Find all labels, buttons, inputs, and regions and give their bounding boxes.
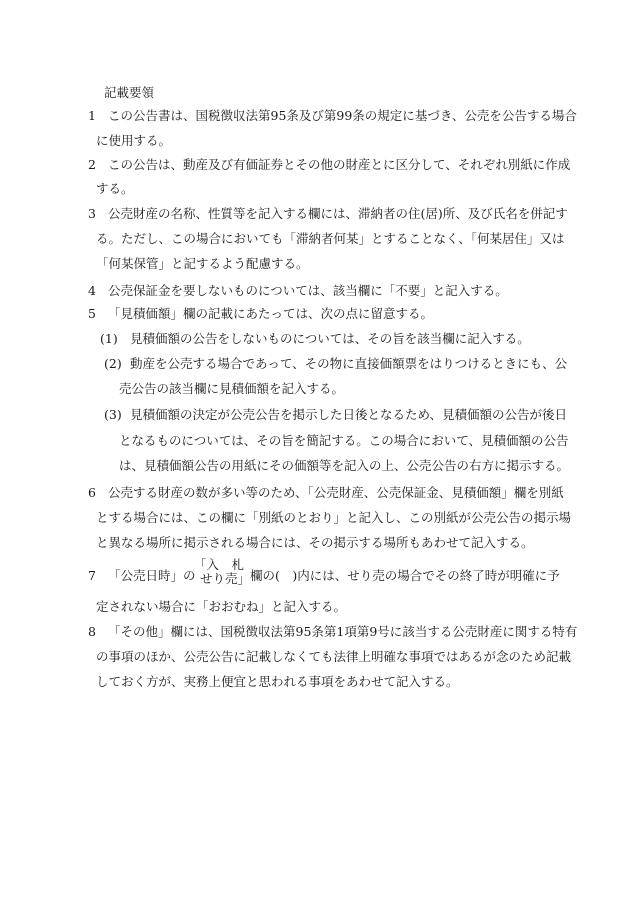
item-text-line: る。ただし、この場合においても「滞納者何某」とすることなく、「何某居住」又は bbox=[96, 231, 565, 246]
item-text-line: 公売財産の名称、性質等を記入する欄には、滞納者の住(居)所、及び氏名を併記す bbox=[108, 206, 568, 221]
sub-item-text-line: となるものについては、その旨を簡記する。この場合において、見積価額の公告 bbox=[119, 433, 569, 448]
item-text-line: と異なる場所に掲示される場合には、その掲示する場所もあわせて記入する。 bbox=[96, 535, 534, 550]
stack-bottom-label: せり売」 bbox=[200, 571, 251, 586]
item-text-line: 定されない場合に「おおむね」と記入する。 bbox=[96, 599, 347, 614]
item-number: 2 bbox=[88, 157, 96, 172]
item-text-line: に使用する。 bbox=[96, 133, 172, 148]
sub-item-number: (2) bbox=[104, 356, 122, 371]
item-text-line: しておく方が、実務上便宜と思われる事項をあわせて記入する。 bbox=[96, 674, 459, 689]
item-number: 4 bbox=[88, 283, 96, 298]
item-number: 5 bbox=[88, 306, 96, 321]
page-title: 記載要領 bbox=[104, 85, 155, 100]
sub-item-number: (3) bbox=[104, 407, 122, 422]
item-text-line: 欄の( )内には、せり売の場合でその終了時が明確に予 bbox=[250, 568, 560, 583]
item-text-line: 「その他」欄には、国税徴収法第95条第1項第9号に該当する公売財産に関する特有 bbox=[108, 624, 578, 639]
item-number: 6 bbox=[88, 485, 96, 500]
item-text-line: 公売保証金を要しないものについては、該当欄に「不要」と記入する。 bbox=[108, 283, 508, 298]
bid-sale-stack bbox=[194, 558, 250, 586]
item-text-line: とする場合には、この欄に「別紙のとおり」と記入し、この別紙が公売公告の掲示場 bbox=[96, 510, 572, 525]
item-text-line: 「公売日時」の bbox=[108, 568, 196, 583]
item-number: 1 bbox=[88, 108, 96, 123]
item-number: 8 bbox=[88, 624, 96, 639]
item-text-line: この公告書は、国税徴収法第95条及び第99条の規定に基づき、公売を公告する場合 bbox=[108, 108, 577, 123]
sub-item-text-line: は、見積価額公告の用紙にその価額等を記入の上、公売公告の右方に掲示する。 bbox=[119, 458, 570, 473]
sub-item-text-line: 動産を公売する場合であって、その物に直接価額票をはりつけるときにも、公 bbox=[130, 356, 568, 371]
item-text-line: 公売する財産の数が多い等のため、「公売財産、公売保証金、見積価額」欄を別紙 bbox=[108, 485, 564, 500]
item-text-line: この公告は、動産及び有価証券とその他の財産とに区分して、それぞれ別紙に作成 bbox=[108, 157, 571, 172]
sub-item-text-line: 売公告の該当欄に見積価額を記入する。 bbox=[119, 381, 345, 396]
sub-item-number: (1) bbox=[100, 331, 118, 346]
sub-item-text-line: 見積価額の決定が公売公告を掲示した日後となるため、見積価額の公告が後日 bbox=[130, 407, 568, 422]
item-text-line: 「何某保管」と記するよう配慮する。 bbox=[96, 256, 309, 271]
item-number: 7 bbox=[88, 568, 96, 583]
stack-top-label: 「入 札 bbox=[194, 557, 245, 572]
item-text-line: 「見積価額」欄の記載にあたっては、次の点に留意する。 bbox=[108, 306, 434, 321]
sub-item-text-line: 見積価額の公告をしないものについては、その旨を該当欄に記入する。 bbox=[130, 331, 530, 346]
item-text-line: する。 bbox=[96, 181, 134, 196]
item-text-line: の事項のほか、公売公告に記載しなくても法律上明確な事項ではあるが念のため記載 bbox=[96, 649, 572, 664]
item-number: 3 bbox=[88, 206, 96, 221]
